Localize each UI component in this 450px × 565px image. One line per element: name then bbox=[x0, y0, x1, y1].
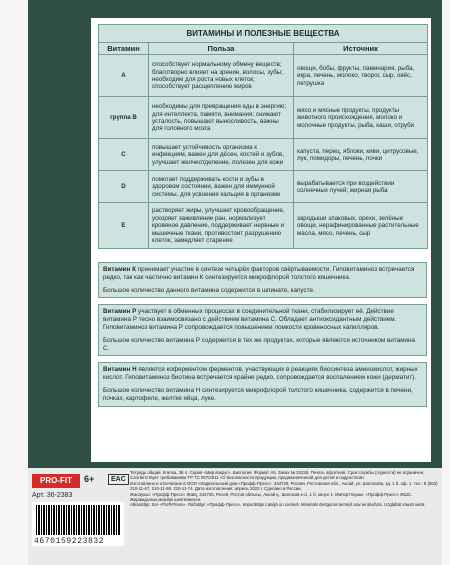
eac-mark: EAC bbox=[108, 474, 129, 485]
vitamin-cell: E bbox=[99, 203, 149, 249]
vitamin-k-text bbox=[103, 266, 422, 282]
source-cell: капуста, перец, яблоки, киви, цитрусовые, лук, помидоры, печень, почки bbox=[294, 139, 428, 171]
vitamin-p-block bbox=[98, 304, 427, 356]
brand-logo: PRO-FIT bbox=[32, 474, 80, 488]
vitamin-h-sources: Большое количество витамина Н синтезируется микрофлорой толстого кишечника, содержится в печени, почках, картофеле, желтке яйца, луке. bbox=[103, 386, 413, 402]
vitamin-k-block bbox=[98, 262, 427, 298]
table-header-row bbox=[99, 43, 428, 55]
vitamin-cell: C bbox=[99, 139, 149, 171]
legal-line: Изготовлено и отпечатано в ООО «Издательский дом «Профф-Пресс». 344720, Россия, Ростовская обл., Аксай, ул. Шолохова, зд. 1 б, оф. 1. тел.: 8 (863) 210-11-67, 210-11-68, 210-11-74. Дата изготовления: апрель 2023 г. Сделано в России. bbox=[130, 480, 438, 492]
vitamin-h-lead: Витамин Н bbox=[103, 366, 137, 374]
vitamin-h-desc: является коферментом ферментов, участвующих в реакциях биосинтеза аминокислот, жирных кислот. Гиповитаминоз биотина встречается крайне редко, сопровождается воспалением кожи (дерматит). bbox=[103, 366, 418, 382]
header-source: Источник bbox=[294, 43, 428, 55]
source-cell: вырабатывается при воздействии солнечных лучей; жирная рыба bbox=[294, 171, 428, 203]
source-cell: мясо и мясные продукты, продукты животного происхождения, молоко и молочные продукты, рыба, каши, отруби bbox=[294, 97, 428, 139]
source-cell: овощи, бобы, фрукты, ламинария, рыба, икра, печень, молоко, творог, сыр, овёс, петрушка bbox=[294, 55, 428, 97]
benefit-cell: необходимы для превращения еды в энергию; для интеллекта, памяти, внимания; снижают усталость, повышают выносливость, важны для головного мозга bbox=[149, 97, 294, 139]
table-row bbox=[99, 171, 428, 203]
table-row bbox=[99, 139, 428, 171]
vitamin-k-sources: Большое количество данного витамина содержится в шпинате, капусте. bbox=[103, 286, 315, 294]
vitamin-p-text bbox=[103, 308, 422, 331]
legal-line: Тетрадь общая. Клетка, 36 л. Серия «Мир вокруг». Биология. Формат А5. Заказ № 24229. Печать офсетная. Срок службы (годности) не ограничен. Соответствует требованиям ТР ТС 007/2011 «О безопасности продукции, предназначенной для детей и подростков». bbox=[130, 470, 425, 481]
table-row bbox=[99, 55, 428, 97]
vitamin-cell: группа B bbox=[99, 97, 149, 139]
vitamin-cell: A bbox=[99, 55, 149, 97]
vitamin-p-desc: участвует в обменных процессах в соединительной ткани, стабилизирует её. Действие витамина Р тесно взаимосвязано с действием витамина С. Обладает антиоксидантным действием. Гиповитаминоз витамина Р сопровождается повышением ломкости кровеносных капилляров. bbox=[103, 308, 397, 331]
vitamin-k-lead: Витамин К bbox=[103, 266, 136, 273]
source-cell: зародыши злаковых, орехи, зелёные овощи, нерафинированные растительные масла, мясо, печень, сыр bbox=[294, 203, 428, 249]
age-rating: 6+ bbox=[84, 474, 95, 484]
legal-line: Жасаушы: «Профф-Пресс» ЖШҚ, 344720, Ресей, Ростов облысы, Аксай қ., Шолохов к-сі, 1 б, кеңсе 1. Импорттаушы: «Профф-Пресс» ЖШС. Жарамдылық мерзімі шектелмеген. bbox=[130, 491, 413, 503]
benefit-cell: растворяет жиры, улучшает кровообращение, ускоряет заживление ран, нормализует кровяное давление, поддерживает нервные и мышечные ткани, противостоит разрушению клеток, замедляет старение bbox=[149, 203, 294, 249]
legal-line: Atkarotājs: SIA «Proff-Press». Ražotājs: «Профф-Пресс». Importētājs Latvijā un Lietuvā. Minimāls derīguma termiņš nav ierobežots. Uzglabāt sausā vietā. bbox=[130, 502, 426, 508]
left-green-strip bbox=[28, 18, 91, 462]
article-number: Арт. 36-2383 bbox=[32, 492, 73, 499]
barcode-number: 4670159223832 bbox=[34, 537, 105, 546]
table-row bbox=[99, 97, 428, 139]
vitamin-cell: D bbox=[99, 171, 149, 203]
header-benefit: Польза bbox=[149, 43, 294, 55]
vitamins-table bbox=[98, 24, 428, 249]
benefit-cell: помогает поддерживать кости и зубы в здоровом состоянии, важен для иммунной системы, для усвоения кальция в организме bbox=[149, 171, 294, 203]
benefit-cell: способствует нормальному обмену веществ; благотворно влияет на зрение, волосы, зубы; необходим для роста новых клеток; способствует расщеплению жиров bbox=[149, 55, 294, 97]
vitamin-h-text bbox=[103, 366, 422, 382]
vitamin-h-block bbox=[98, 362, 427, 406]
vitamin-p-lead: Витамин Р bbox=[103, 308, 137, 316]
barcode-icon bbox=[36, 505, 120, 535]
info-blocks bbox=[98, 262, 427, 413]
vitamin-p-sources: Большое количество витамина Р содержится в тех же продуктах, которые являются источником витамина С. bbox=[103, 336, 416, 352]
table-row bbox=[99, 203, 428, 249]
benefit-cell: повышает устойчивость организма к инфекциям, важен для дёсен, костей и зубов, улучшает желчеотделение, полезен для кожи bbox=[149, 139, 294, 171]
vitamin-k-desc: принимает участие в синтезе четырёх факторов свёртываемости. Гиповитаминоз встречается редко, так как частично витамин К синтезируется микрофлорой толстого кишечника. bbox=[103, 266, 415, 281]
table-title: ВИТАМИНЫ И ПОЛЕЗНЫЕ ВЕЩЕСТВА bbox=[98, 24, 428, 42]
header-vitamin: Витамин bbox=[99, 43, 149, 55]
legal-text bbox=[130, 470, 438, 508]
